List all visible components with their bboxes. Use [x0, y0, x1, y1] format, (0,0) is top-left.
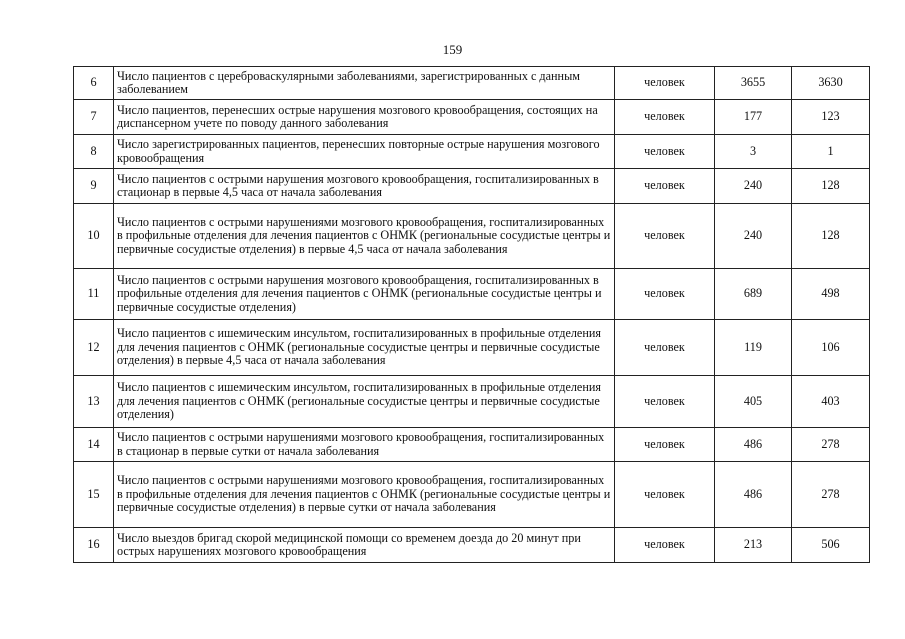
row-description: Число пациентов с ишемическим инсультом, госпитализированных в профильные отделения для лечения пациентов с ОНМК (региональные сосудистые центры и первичные сосудистые отделения) [114, 376, 615, 428]
row-value-1: 240 [715, 204, 792, 269]
table-row [74, 528, 870, 563]
row-unit: человек [615, 169, 715, 204]
row-value-1: 405 [715, 376, 792, 428]
row-value-2: 106 [792, 320, 870, 376]
row-unit: человек [615, 269, 715, 320]
table-row [74, 462, 870, 528]
row-value-2: 128 [792, 204, 870, 269]
table-row [74, 376, 870, 428]
row-value-2: 403 [792, 376, 870, 428]
row-description: Число зарегистрированных пациентов, перенесших повторные острые нарушения мозгового кровообращения [114, 135, 615, 169]
row-unit: человек [615, 462, 715, 528]
row-description: Число пациентов с острыми нарушения мозгового кровообращения, госпитализированных в стационар в первые 4,5 часа от начала заболевания [114, 169, 615, 204]
row-value-2: 498 [792, 269, 870, 320]
row-number: 14 [74, 428, 114, 462]
row-description: Число пациентов с острыми нарушениями мозгового кровообращения, госпитализированных в профильные отделения для лечения пациентов с ОНМК (региональные сосудистые центры и первичные сосудистые отделения) в первые сутки от начала заболевания [114, 462, 615, 528]
table-row [74, 67, 870, 100]
row-value-1: 3655 [715, 67, 792, 100]
table-row [74, 320, 870, 376]
row-value-2: 123 [792, 100, 870, 135]
row-unit: человек [615, 204, 715, 269]
row-value-2: 506 [792, 528, 870, 563]
row-number: 7 [74, 100, 114, 135]
row-unit: человек [615, 67, 715, 100]
row-unit: человек [615, 528, 715, 563]
row-value-1: 486 [715, 428, 792, 462]
row-value-2: 278 [792, 462, 870, 528]
table-row [74, 269, 870, 320]
row-description: Число пациентов с острыми нарушениями мозгового кровообращения, госпитализированных в стационар в первые сутки от начала заболевания [114, 428, 615, 462]
row-number: 10 [74, 204, 114, 269]
row-description: Число выездов бригад скорой медицинской помощи со временем доезда до 20 минут при острых нарушениях мозгового кровообращения [114, 528, 615, 563]
row-number: 11 [74, 269, 114, 320]
row-value-1: 177 [715, 100, 792, 135]
row-description: Число пациентов с ишемическим инсультом, госпитализированных в профильные отделения для лечения пациентов с ОНМК (региональные сосудистые центры и первичные сосудистые отделения) в первые 4,5 часа от начала заболевания [114, 320, 615, 376]
table-row [74, 100, 870, 135]
row-number: 9 [74, 169, 114, 204]
row-description: Число пациентов с цереброваскулярными заболеваниями, зарегистрированных с данным заболеванием [114, 67, 615, 100]
page-number: 159 [442, 42, 463, 57]
row-number: 6 [74, 67, 114, 100]
row-value-1: 240 [715, 169, 792, 204]
row-number: 12 [74, 320, 114, 376]
indicator-table [73, 66, 870, 563]
table-row [74, 169, 870, 204]
row-value-2: 278 [792, 428, 870, 462]
row-unit: человек [615, 135, 715, 169]
row-number: 16 [74, 528, 114, 563]
table-row [74, 135, 870, 169]
row-value-2: 1 [792, 135, 870, 169]
row-unit: человек [615, 376, 715, 428]
row-number: 15 [74, 462, 114, 528]
row-description: Число пациентов с острыми нарушения мозгового кровообращения, госпитализированных в профильные отделения для лечения пациентов с ОНМК (региональные сосудистые центры и первичные сосудистые отделения) [114, 269, 615, 320]
row-value-1: 689 [715, 269, 792, 320]
table-row [74, 204, 870, 269]
row-unit: человек [615, 320, 715, 376]
row-description: Число пациентов, перенесших острые нарушения мозгового кровообращения, состоящих на диспансерном учете по поводу данного заболевания [114, 100, 615, 135]
row-number: 8 [74, 135, 114, 169]
row-unit: человек [615, 100, 715, 135]
row-value-2: 128 [792, 169, 870, 204]
row-value-1: 119 [715, 320, 792, 376]
table-row [74, 428, 870, 462]
row-number: 13 [74, 376, 114, 428]
row-value-1: 213 [715, 528, 792, 563]
row-unit: человек [615, 428, 715, 462]
row-value-2: 3630 [792, 67, 870, 100]
row-description: Число пациентов с острыми нарушениями мозгового кровообращения, госпитализированных в профильные отделения для лечения пациентов с ОНМК (региональные сосудистые центры и первичные сосудистые отделения) в первые 4,5 часа от начала заболевания [114, 204, 615, 269]
row-value-1: 3 [715, 135, 792, 169]
row-value-1: 486 [715, 462, 792, 528]
